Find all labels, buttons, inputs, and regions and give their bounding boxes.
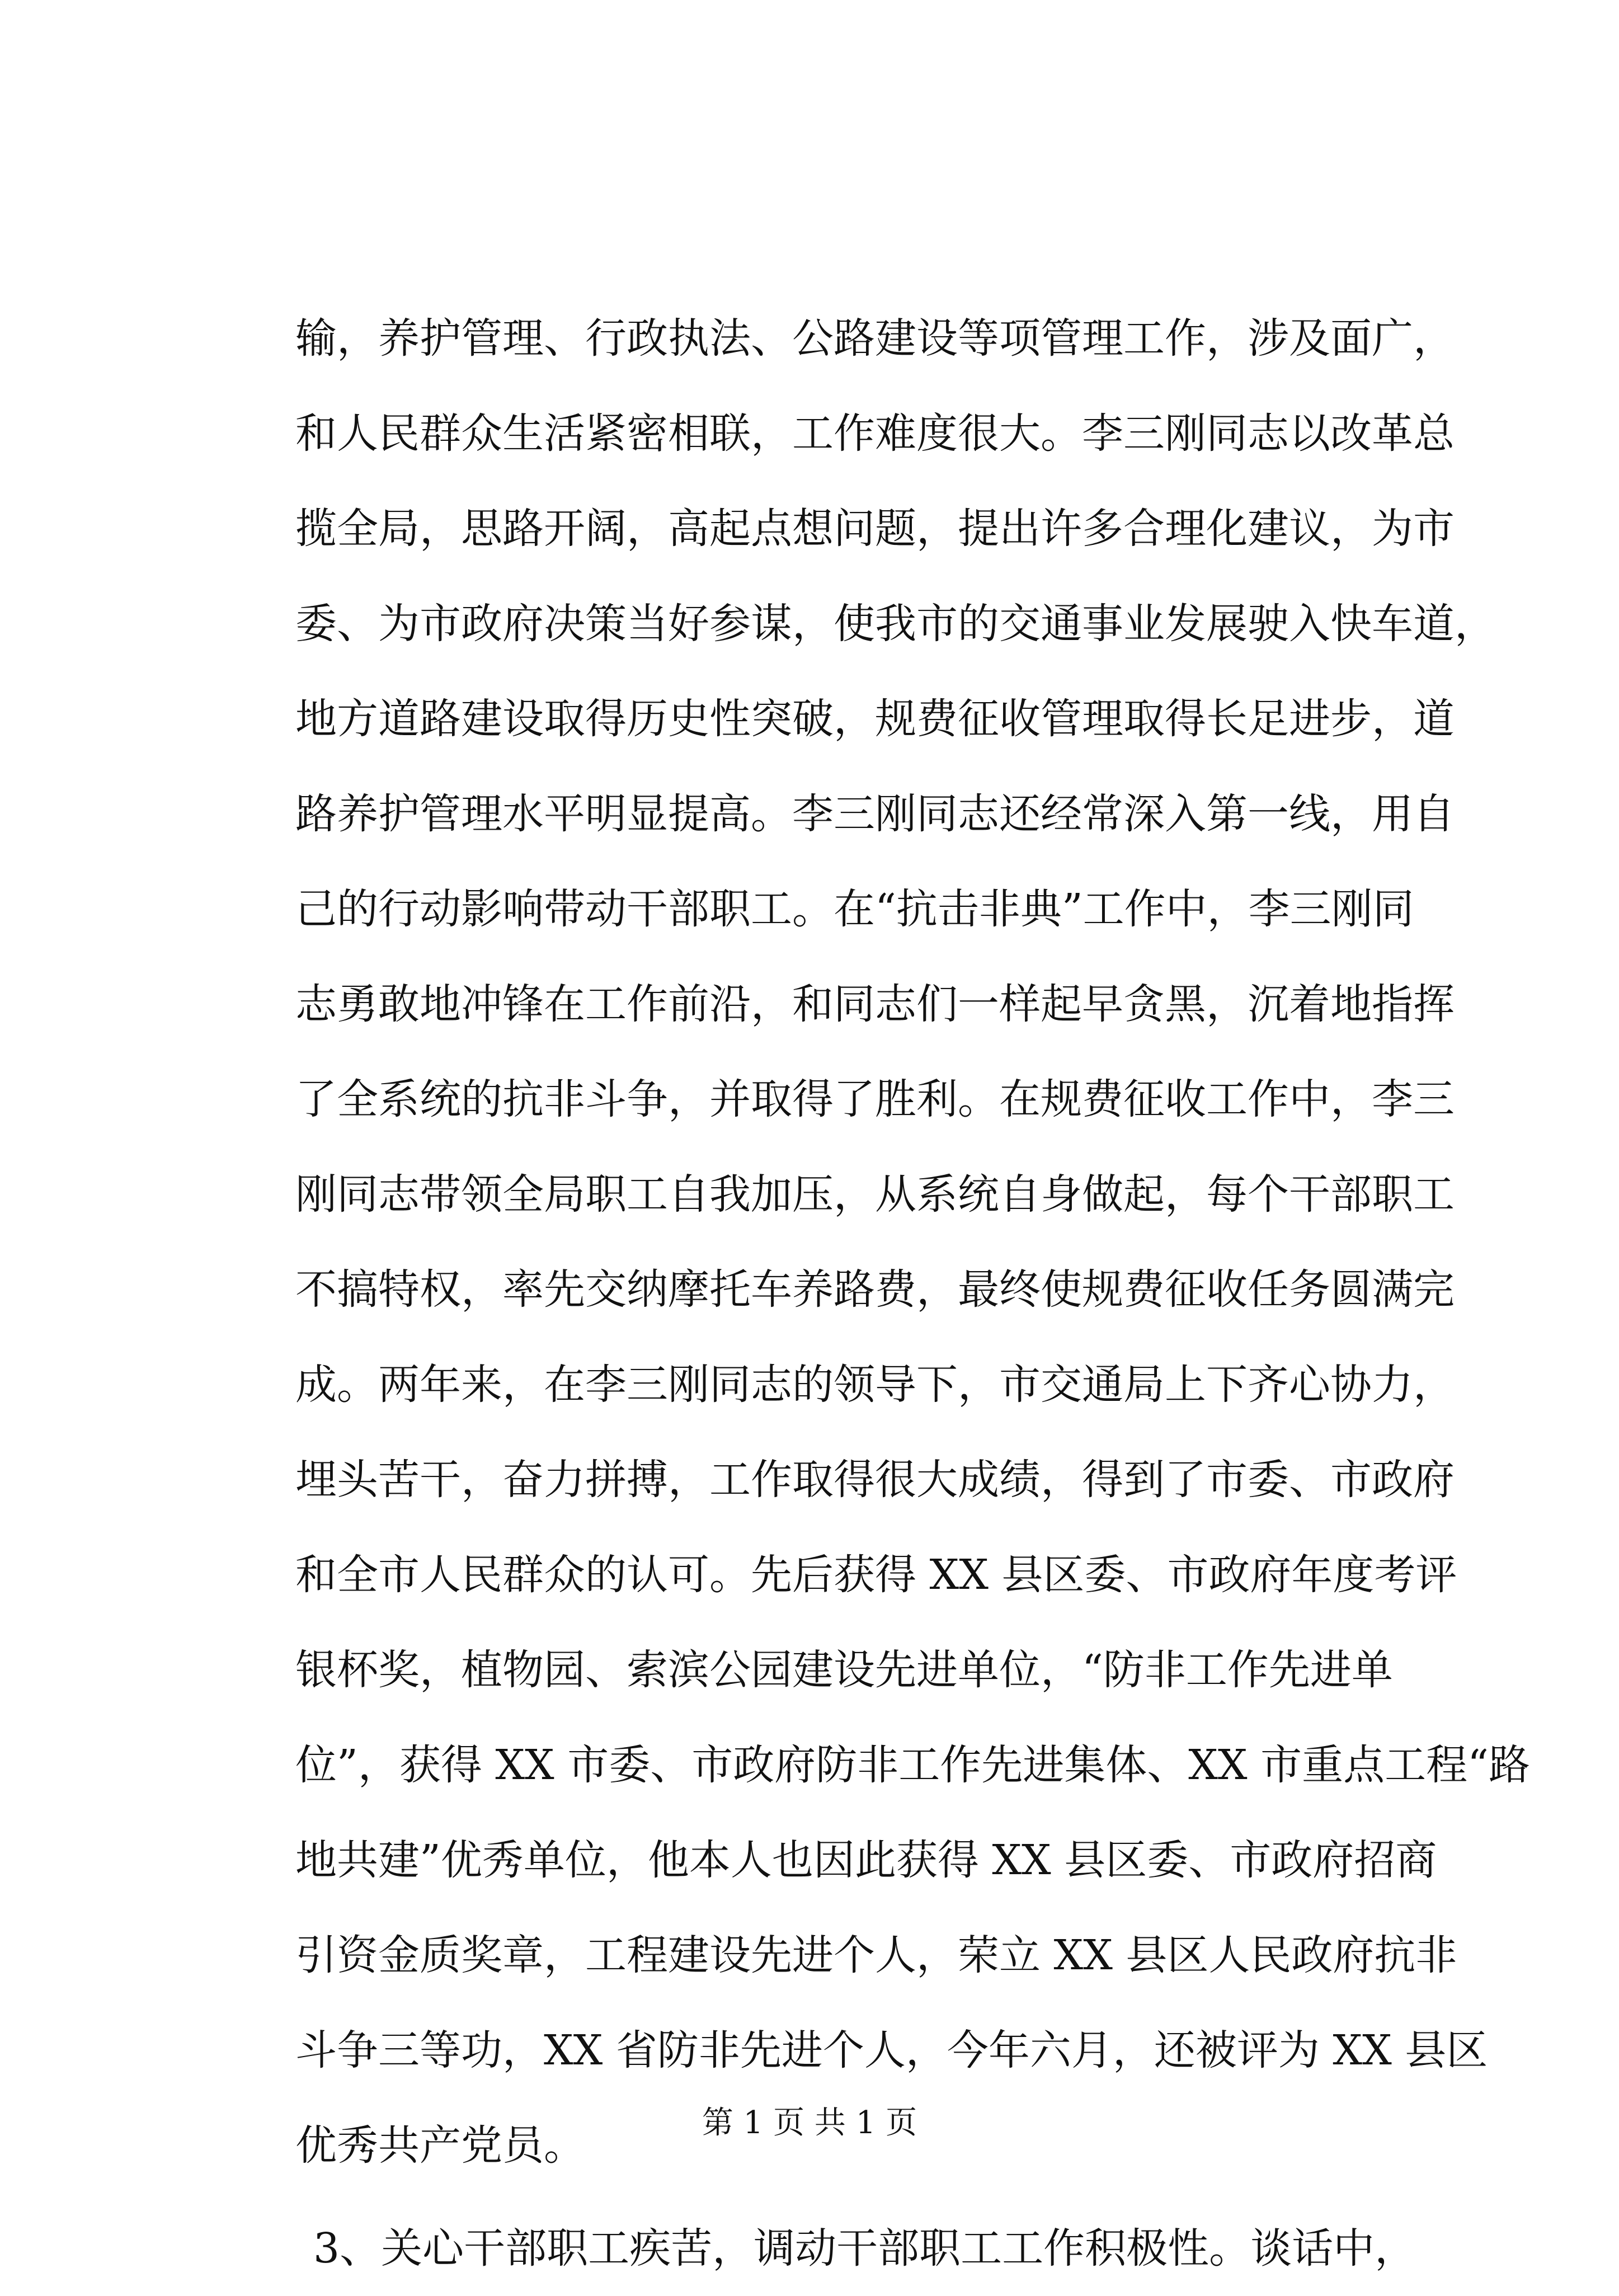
text-line-10: 刚同志带领全局职工自我加压，从系统自身做起，每个干部职工 bbox=[295, 1170, 1455, 1218]
text-line-16: 位”，获得 XX 市委、市政府防非工作先进集体、XX 市重点工程“路 bbox=[295, 1741, 1530, 1789]
paragraph-2-line-1: 3、关心干部职工疾苦，调动干部职工工作积极性。谈话中， bbox=[313, 2224, 1416, 2273]
text-line-14: 和全市人民群众的认可。先后获得 XX 县区委、市政府年度考评 bbox=[295, 1551, 1457, 1599]
text-line-15: 银杯奖，植物园、索滨公园建设先进单位，“防非工作先进单 bbox=[295, 1646, 1393, 1694]
page-footer bbox=[0, 2104, 1619, 2143]
text-line-4: 委、为市政府决策当好参谋，使我市的交通事业发展驶入快车道， bbox=[295, 600, 1496, 648]
text-line-9: 了全系统的抗非斗争，并取得了胜利。在规费征收工作中，李三 bbox=[295, 1075, 1455, 1123]
text-line-7: 己的行动影响带动干部职工。在“抗击非典”工作中，李三刚同 bbox=[295, 885, 1414, 933]
text-line-3: 揽全局，思路开阔，高起点想问题，提出许多合理化建议，为市 bbox=[295, 505, 1455, 553]
text-line-2: 和人民群众生活紧密相联，工作难度很大。李三刚同志以改革总 bbox=[295, 410, 1455, 458]
text-line-18: 引资金质奖章，工程建设先进个人，荣立 XX 县区人民政府抗非 bbox=[295, 1931, 1457, 1979]
page-number-label: 第 1 页 共 1 页 bbox=[702, 2105, 917, 2141]
text-line-6: 路养护管理水平明显提高。李三刚同志还经常深入第一线，用自 bbox=[295, 790, 1455, 838]
text-line-12: 成。两年来，在李三刚同志的领导下，市交通局上下齐心协力， bbox=[295, 1361, 1455, 1409]
text-line-11: 不搞特权，率先交纳摩托车养路费，最终使规费征收任务圆满完 bbox=[295, 1265, 1455, 1314]
paragraph-gap bbox=[295, 2193, 1347, 2201]
text-line-20: 优秀共产党员。 bbox=[295, 2121, 585, 2170]
text-line-13: 埋头苦干，奋力拼搏，工作取得很大成绩，得到了市委、市政府 bbox=[295, 1456, 1455, 1504]
text-line-1: 输，养护管理、行政执法、公路建设等项管理工作，涉及面广， bbox=[295, 314, 1455, 363]
document-body bbox=[295, 291, 1530, 2296]
text-line-5: 地方道路建设取得历史性突破，规费征收管理取得长足进步，道 bbox=[295, 695, 1455, 743]
text-line-8: 志勇敢地冲锋在工作前沿，和同志们一样起早贪黑，沉着地指挥 bbox=[295, 980, 1455, 1028]
text-line-19: 斗争三等功，XX 省防非先进个人，今年六月，还被评为 XX 县区 bbox=[295, 2026, 1488, 2074]
text-line-17: 地共建”优秀单位，他本人也因此获得 XX 县区委、市政府招商 bbox=[295, 1836, 1437, 1884]
